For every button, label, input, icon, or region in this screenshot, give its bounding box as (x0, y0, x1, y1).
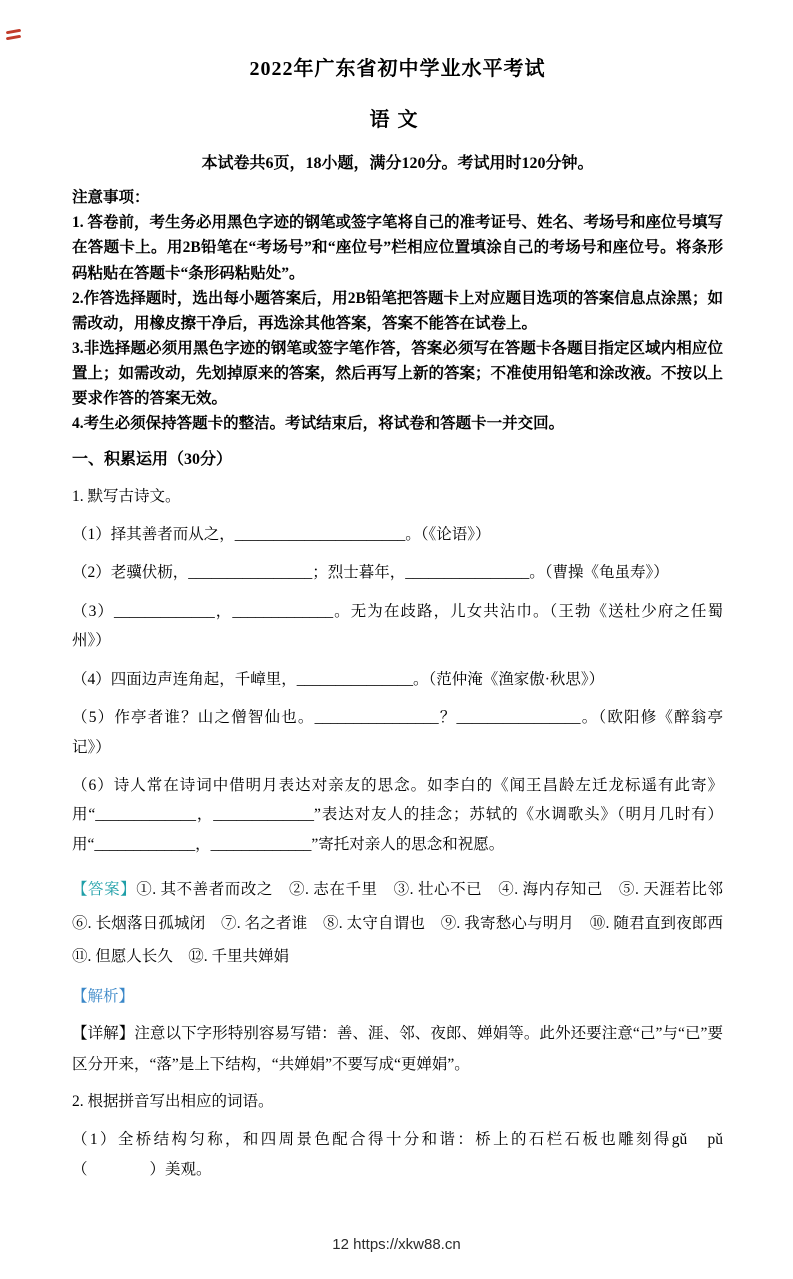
analysis-label: 【解析】 (72, 988, 135, 1006)
notice-item-1: 1. 答卷前，考生务必用黑色字迹的钢笔或签字笔将自己的准考证号、姓名、考场号和座位号填写在答题卡上。用2B铅笔在“考场号”和“座位号”栏相应位置填涂自己的考场号和座位号。将条形码粘贴在答题卡“条形码粘贴处”。 (72, 214, 724, 282)
exam-subject: 语文 (369, 109, 426, 131)
question-1-stem: 1. 默写古诗文。 (72, 488, 181, 506)
notice-item-3: 3.非选择题必须用黑色字迹的钢笔或签字笔作答，答案必须写在答题卡各题目指定区域内相应位置上；如需改动，先划掉原来的答案，然后再写上新的答案；不准使用铅笔和涂改液。不按以上要求作答的答案无效。 (72, 339, 724, 408)
answer-block (72, 873, 739, 973)
detail-text: 注意以下字形特别容易写错：善、涯、邻、夜郎、婵娟等。此外还要注意“己”与“已”要区分开来，“落”是上下结构，“共婵娟”不要写成“更婵娟”。 (72, 1025, 723, 1074)
footer-page-number: 12 (332, 1236, 349, 1254)
section-heading: 一、积累运用（30分） (72, 451, 233, 469)
page-footer (0, 1236, 793, 1253)
detail-block (72, 1018, 723, 1080)
question-1-part-1: （1）择其善者而从之，______________________。（《论语》） (72, 525, 491, 543)
footer-url[interactable]: https://xkw88.cn (353, 1236, 461, 1254)
exam-info: 本试卷共6页，18小题，满分120分。考试用时120分钟。 (201, 155, 594, 172)
analysis-block (72, 981, 723, 1012)
question-1-part-6: （6）诗人常在诗词中借明月表达对亲友的思念。如李白的《闻王昌龄左迁龙标遥有此寄》用“_____________，_____________”表达对友人的挂念；苏轼的《水调歌头》（明月几时有）用“_____________，_____________”寄托对亲人的思念和祝愿。 (72, 777, 723, 853)
detail-label: 【详解】 (72, 1025, 135, 1043)
notice-heading: 注意事项： (72, 189, 150, 207)
answer-label: 【答案】 (72, 881, 137, 899)
question-1-part-3: （3）_____________，_____________。无为在歧路，儿女共沾巾。（王勃《送杜少府之任蜀州》） (72, 602, 723, 650)
answer-text: ①. 其不善者而改之 ②. 志在千里 ③. 壮心不已 ④. 海内存知己 ⑤. 天涯若比邻 ⑥. 长烟落日孤城闭 ⑦. 名之者谁 ⑧. 太守自谓也 ⑨. 我寄愁心与明月 ⑩. 随君直到夜郎西 ⑪. 但愿人长久 ⑫. 千里共婵娟 (72, 881, 739, 965)
exam-title: 2022年广东省初中学业水平考试 (249, 58, 546, 80)
question-1-part-4: （4）四面边声连角起，千嶂里，_______________。（范仲淹《渔家傲·秋思》） (72, 670, 605, 688)
notice-item-4: 4.考生必须保持答题卡的整洁。考试结束后，将试卷和答题卡一并交回。 (72, 415, 565, 433)
red-scan-artifact (6, 30, 21, 44)
notice-item-2: 2.作答选择题时，选出每小题答案后，用2B铅笔把答题卡上对应题目选项的答案信息点涂黑；如需改动，用橡皮擦干净后，再选涂其他答案，答案不能答在试卷上。 (72, 289, 723, 332)
question-2-stem: 2. 根据拼音写出相应的词语。 (72, 1093, 274, 1111)
question-1-part-5: （5）作亭者谁？山之僧智仙也。________________？________________。（欧阳修《醉翁亭记》） (72, 709, 723, 756)
question-1-part-2: （2）老骥伏枥，________________；烈士暮年，________________。（曹操《龟虽寿》） (72, 564, 669, 582)
question-2-part-1: （1）全桥结构匀称，和四周景色配合得十分和谐：桥上的石栏石板也雕刻得gǔ pǔ（ ）美观。 (72, 1131, 723, 1178)
